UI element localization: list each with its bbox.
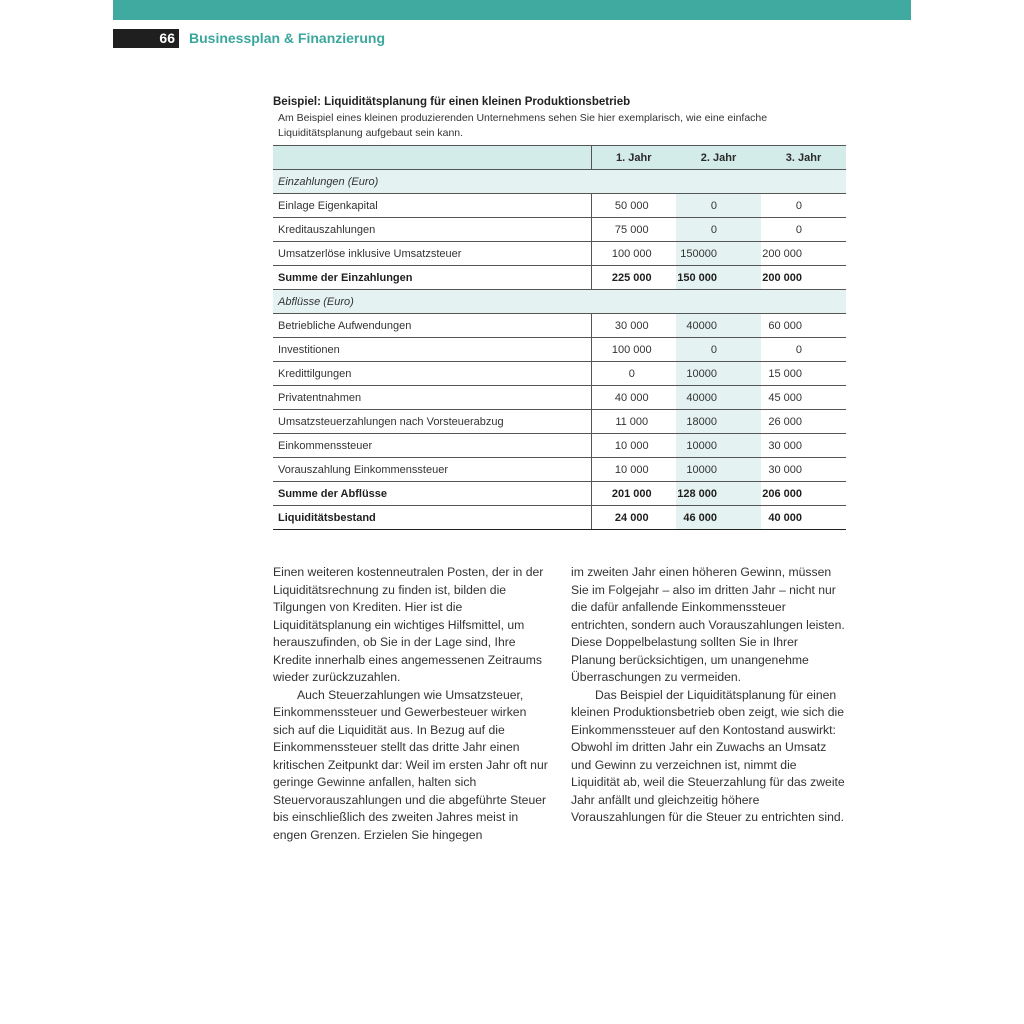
cell-year-1: 10 000 xyxy=(591,458,676,482)
cell-year-2: 0 xyxy=(676,218,761,242)
sum-row-outflows xyxy=(273,482,846,506)
cell-year-2: 46 000 xyxy=(676,506,761,530)
cell-year-1: 201 000 xyxy=(591,482,676,506)
cell-year-1: 30 000 xyxy=(591,314,676,338)
cell-year-2: 40000 xyxy=(676,314,761,338)
cell-year-3: 15 000 xyxy=(761,362,846,386)
cell-year-1: 10 000 xyxy=(591,434,676,458)
cell-year-3: 200 000 xyxy=(761,242,846,266)
cell-year-2: 40000 xyxy=(676,386,761,410)
section-label: Einzahlungen (Euro) xyxy=(273,170,846,194)
row-label: Privatentnahmen xyxy=(273,386,591,410)
cell-year-3: 0 xyxy=(761,218,846,242)
row-label: Summe der Abflüsse xyxy=(273,482,591,506)
cell-year-2: 10000 xyxy=(676,434,761,458)
column-header xyxy=(273,146,591,170)
cell-year-3: 0 xyxy=(761,194,846,218)
cell-year-1: 100 000 xyxy=(591,242,676,266)
cell-year-2: 10000 xyxy=(676,362,761,386)
cell-year-3: 0 xyxy=(761,338,846,362)
cell-year-3: 30 000 xyxy=(761,458,846,482)
section-row-inflows xyxy=(273,170,846,194)
cell-year-2: 150 000 xyxy=(676,266,761,290)
cell-year-3: 40 000 xyxy=(761,506,846,530)
paragraph: Auch Steuerzahlungen wie Umsatzsteuer, Einkommenssteuer und Gewerbesteuer wirken sich auf die Liquidität aus. In Bezug auf die Einkommenssteuer stellt das dritte Jahr einen kritischen Zeitpunkt dar: Weil im ersten Jahr oft nur geringe Gewinne anfallen, halten sich Steuervorauszahlungen und die abgeführte Steuer bis einschließlich des zweiten Jahres meist in engen Grenzen. Erzielen Sie hingegen xyxy=(273,687,548,842)
row-label: Kreditauszahlungen xyxy=(273,218,591,242)
row-label: Einkommenssteuer xyxy=(273,434,591,458)
section-label: Abflüsse (Euro) xyxy=(273,290,846,314)
cell-year-3: 30 000 xyxy=(761,434,846,458)
row-label: Umsatzerlöse inklusive Umsatzsteuer xyxy=(273,242,591,266)
table-row xyxy=(273,434,846,458)
table-row xyxy=(273,338,846,362)
liquidity-table xyxy=(273,145,846,530)
page-header xyxy=(113,29,385,48)
cell-year-2: 10000 xyxy=(676,458,761,482)
left-column xyxy=(273,564,548,844)
cell-year-3: 206 000 xyxy=(761,482,846,506)
cell-year-1: 75 000 xyxy=(591,218,676,242)
example-intro: Am Beispiel eines kleinen produzierenden Unternehmens sehen Sie hier exemplarisch, wie eine einfache Liquiditätsplanung aufgebaut sein kann. xyxy=(278,112,768,139)
table-row xyxy=(273,458,846,482)
cell-year-2: 128 000 xyxy=(676,482,761,506)
column-header-year-1: 1. Jahr xyxy=(591,146,676,170)
table-row xyxy=(273,410,846,434)
cell-year-2: 18000 xyxy=(676,410,761,434)
cell-year-3: 45 000 xyxy=(761,386,846,410)
table-row xyxy=(273,194,846,218)
cell-year-2: 150000 xyxy=(676,242,761,266)
row-label: Investitionen xyxy=(273,338,591,362)
column-header-year-2: 2. Jahr xyxy=(676,146,761,170)
cell-year-2: 0 xyxy=(676,338,761,362)
column-header-year-3: 3. Jahr xyxy=(761,146,846,170)
cell-year-1: 225 000 xyxy=(591,266,676,290)
right-column xyxy=(571,564,846,844)
row-label: Summe der Einzahlungen xyxy=(273,266,591,290)
page-number: 66 xyxy=(113,29,179,48)
table-header-row xyxy=(273,146,846,170)
sum-row-inflows xyxy=(273,266,846,290)
cell-year-3: 60 000 xyxy=(761,314,846,338)
row-label: Umsatzsteuerzahlungen nach Vorsteuerabzug xyxy=(273,410,591,434)
cell-year-1: 24 000 xyxy=(591,506,676,530)
table-row xyxy=(273,314,846,338)
cell-year-1: 50 000 xyxy=(591,194,676,218)
row-label: Liquiditätsbestand xyxy=(273,506,591,530)
cell-year-2: 0 xyxy=(676,194,761,218)
cell-year-1: 40 000 xyxy=(591,386,676,410)
body-text xyxy=(273,564,846,844)
row-label: Betriebliche Aufwendungen xyxy=(273,314,591,338)
row-label: Kredittilgungen xyxy=(273,362,591,386)
cell-year-1: 100 000 xyxy=(591,338,676,362)
top-color-bar xyxy=(113,0,911,20)
table-row xyxy=(273,242,846,266)
row-label: Einlage Eigenkapital xyxy=(273,194,591,218)
example-box xyxy=(273,95,846,530)
table-row xyxy=(273,386,846,410)
paragraph: im zweiten Jahr einen höheren Gewinn, müssen Sie im Folgejahr – also im dritten Jahr – nicht nur die dafür anfallende Einkommenssteuer entrichten, sondern auch Vorauszahlungen leisten. Diese Doppelbelastung sollten Sie in Ihrer Planung berücksichtigen, um unangenehme Überraschungen zu vermeiden. xyxy=(571,565,845,684)
cell-year-3: 26 000 xyxy=(761,410,846,434)
paragraph: Das Beispiel der Liquiditätsplanung für einen kleinen Produktionsbetrieb oben zeigt, wie sich die Einkommenssteuer auf den Kontostand auswirkt: Obwohl im dritten Jahr ein Zuwachs an Umsatz und Gewinn zu verzeichnen ist, nimmt die Liquidität ab, weil die Steuerzahlung für das zweite Jahr anfällt und gleichzeitig höhere Vorauszahlungen für die Steuer zu entrichten sind. xyxy=(571,687,845,824)
cell-year-1: 11 000 xyxy=(591,410,676,434)
row-label: Vorauszahlung Einkommenssteuer xyxy=(273,458,591,482)
table-row xyxy=(273,218,846,242)
cell-year-1: 0 xyxy=(591,362,676,386)
paragraph: Einen weiteren kostenneutralen Posten, der in der Liquiditätsrechnung zu finden ist, bilden die Tilgungen von Krediten. Hier ist die Liquiditätsplanung ein wichtiges Hilfsmittel, um herauszufinden, ob Sie in der Lage sind, Ihre Kredite innerhalb eines angemessenen Zeitraums wieder zurückzuzahlen. xyxy=(273,565,544,684)
liquidity-row xyxy=(273,506,846,530)
section-row-outflows xyxy=(273,290,846,314)
table-row xyxy=(273,362,846,386)
cell-year-3: 200 000 xyxy=(761,266,846,290)
example-title: Beispiel: Liquiditätsplanung für einen kleinen Produktionsbetrieb xyxy=(273,96,631,108)
running-title: Businessplan & Finanzierung xyxy=(189,30,386,46)
